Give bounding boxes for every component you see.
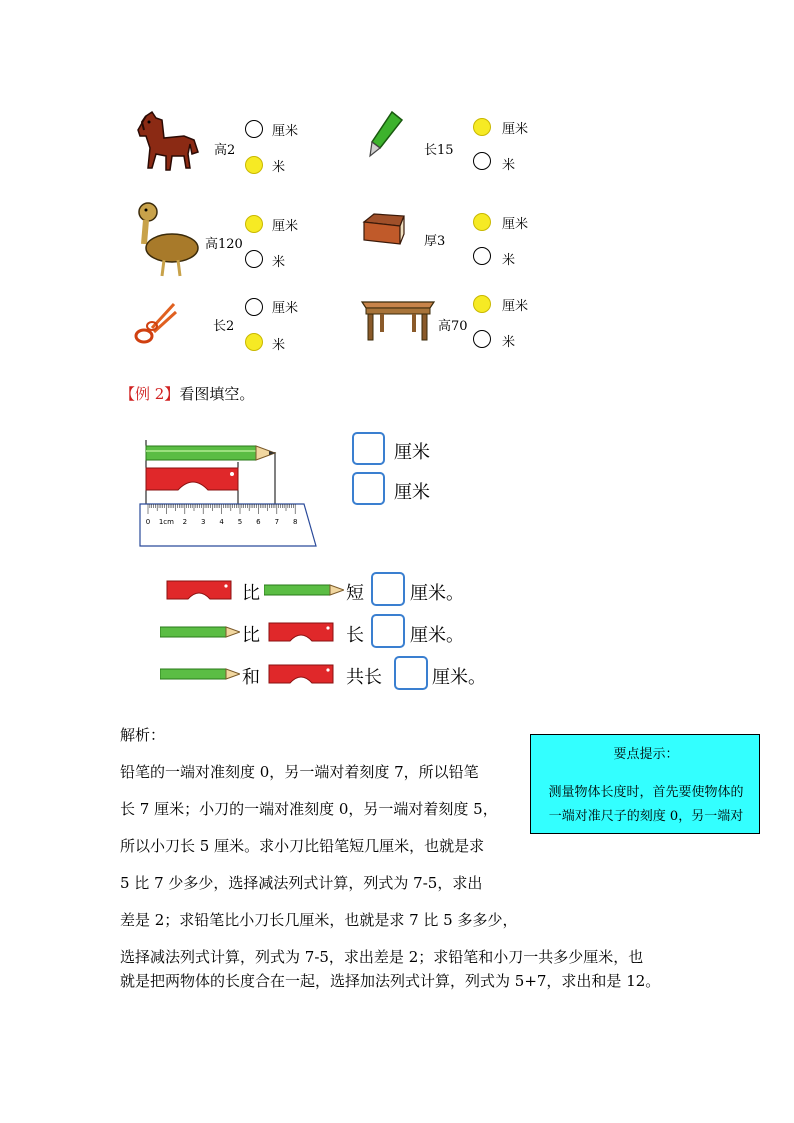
analysis-line: 铅笔的一端对准刻度 0，另一端对着刻度 7，所以铅笔 <box>120 763 479 781</box>
quiz-book-option-m-label: 米 <box>502 253 516 268</box>
sentence-1-unit: 厘米。 <box>410 583 464 604</box>
horse-icon <box>132 108 202 176</box>
tip-line: 测量物体长度时，首先要使物体的 <box>548 785 744 800</box>
sentence-2-unit: 厘米。 <box>410 625 464 646</box>
tip-line: 一端对准尺子的刻度 0，另一端对 <box>548 809 744 824</box>
example-heading <box>120 383 254 404</box>
ruler-tick-label: 0 <box>145 518 151 526</box>
pencil-length-unit: 厘米 <box>394 442 430 463</box>
tip-box <box>530 734 760 834</box>
example-tag: 【例 2】 <box>120 385 180 403</box>
quiz-table-option-m[interactable] <box>473 330 491 348</box>
pen-picture <box>366 110 406 160</box>
sentence-2-word: 比 <box>242 625 260 646</box>
table-picture <box>360 298 436 342</box>
quiz-scissors-option-cm[interactable] <box>245 298 263 316</box>
quiz-horse-option-m[interactable] <box>245 156 263 174</box>
table-icon <box>360 298 436 342</box>
ostrich-picture <box>130 200 206 278</box>
ruler-tick-labels <box>146 518 298 526</box>
analysis-line: 选择减法列式计算，列式为 7-5，求出差是 2；求铅笔和小刀一共多少厘米，也 <box>120 948 644 966</box>
quiz-horse-option-cm[interactable] <box>245 120 263 138</box>
quiz-scissors-option-m[interactable] <box>245 333 263 351</box>
ruler-figure <box>138 438 320 550</box>
pencil-icon <box>160 668 240 680</box>
quiz-book-option-cm[interactable] <box>473 213 491 231</box>
sentence-1-answer-box[interactable] <box>371 572 405 606</box>
quiz-scissors-option-cm-label: 厘米 <box>272 301 299 316</box>
sentence-3-unit: 厘米。 <box>432 667 486 688</box>
quiz-scissors-option-m-label: 米 <box>272 338 286 353</box>
quiz-pen-option-cm-label: 厘米 <box>502 122 529 137</box>
quiz-ostrich-option-cm-label: 厘米 <box>272 219 299 234</box>
quiz-table-option-cm[interactable] <box>473 295 491 313</box>
quiz-table-label: 高70 <box>438 319 468 334</box>
ruler-tick-label: 6 <box>256 518 261 526</box>
analysis-line: 所以小刀长 5 厘米。求小刀比铅笔短几厘米，也就是求 <box>120 837 485 855</box>
quiz-pen-option-cm[interactable] <box>473 118 491 136</box>
sentence-2 <box>160 614 480 652</box>
sentence-1 <box>166 572 466 610</box>
analysis-line: 长 7 厘米；小刀的一端对准刻度 0，另一端对着刻度 5， <box>120 800 498 818</box>
sentence-1-verb: 短 <box>346 583 364 604</box>
quiz-book-option-cm-label: 厘米 <box>502 217 529 232</box>
knife-icon <box>166 580 232 600</box>
pen-icon <box>366 110 406 160</box>
sentence-2-answer-box[interactable] <box>371 614 405 648</box>
sentence-3-answer-box[interactable] <box>394 656 428 690</box>
scissors-picture <box>132 302 178 346</box>
pencil-icon <box>264 584 344 596</box>
ostrich-icon <box>130 200 206 278</box>
knife-length-unit: 厘米 <box>394 482 430 503</box>
horse-picture <box>132 108 202 176</box>
sentence-1-word: 比 <box>242 583 260 604</box>
pencil-icon <box>160 626 240 638</box>
analysis-line: 差是 2；求铅笔比小刀长几厘米，也就是求 7 比 5 多多少， <box>120 911 518 929</box>
quiz-pen-option-m-label: 米 <box>502 158 516 173</box>
quiz-book-label: 厚3 <box>424 234 446 249</box>
sentence-3-word: 和 <box>242 667 260 688</box>
sentence-2-verb: 长 <box>346 625 364 646</box>
sentence-3 <box>160 656 500 694</box>
quiz-ostrich-option-cm[interactable] <box>245 215 263 233</box>
quiz-scissors-label: 长2 <box>213 319 235 334</box>
quiz-ostrich-option-m[interactable] <box>245 250 263 268</box>
tip-title: 要点提示： <box>613 747 679 762</box>
quiz-pen-option-m[interactable] <box>473 152 491 170</box>
quiz-horse-label: 高2 <box>214 143 236 158</box>
pencil-length-answer-box[interactable] <box>352 432 385 465</box>
sentence-3-verb: 共长 <box>346 667 382 688</box>
quiz-table-option-m-label: 米 <box>502 335 516 350</box>
ruler-tick-label: 1cm <box>158 518 174 526</box>
quiz-ostrich-label: 高120 <box>205 237 243 252</box>
ruler-tick-label: 2 <box>182 518 188 526</box>
ruler-tick-label: 4 <box>219 518 224 526</box>
book-picture <box>360 212 406 248</box>
ruler-tick-label: 7 <box>274 518 280 526</box>
pencil-drawing <box>146 446 275 460</box>
knife-icon <box>268 664 334 684</box>
quiz-horse-option-m-label: 米 <box>272 160 286 175</box>
knife-length-answer-box[interactable] <box>352 472 385 505</box>
quiz-table-option-cm-label: 厘米 <box>502 299 529 314</box>
scissors-icon <box>132 302 178 346</box>
analysis-heading: 解析： <box>120 726 166 744</box>
quiz-horse-option-cm-label: 厘米 <box>272 124 299 139</box>
ruler-tick-label: 8 <box>292 518 298 526</box>
example-instruction: 看图填空。 <box>179 385 255 403</box>
quiz-book-option-m[interactable] <box>473 247 491 265</box>
analysis-line: 5 比 7 少多少，选择减法列式计算，列式为 7-5，求出 <box>120 874 483 892</box>
knife-drawing <box>146 468 238 490</box>
ruler-tick-label: 5 <box>237 518 243 526</box>
quiz-pen-label: 长15 <box>424 143 454 158</box>
book-icon <box>360 212 406 248</box>
quiz-ostrich-option-m-label: 米 <box>272 255 286 270</box>
analysis-line: 就是把两物体的长度合在一起，选择加法列式计算，列式为 5+7，求出和是 12。 <box>120 972 661 990</box>
ruler-tick-label: 3 <box>200 518 206 526</box>
knife-icon <box>268 622 334 642</box>
